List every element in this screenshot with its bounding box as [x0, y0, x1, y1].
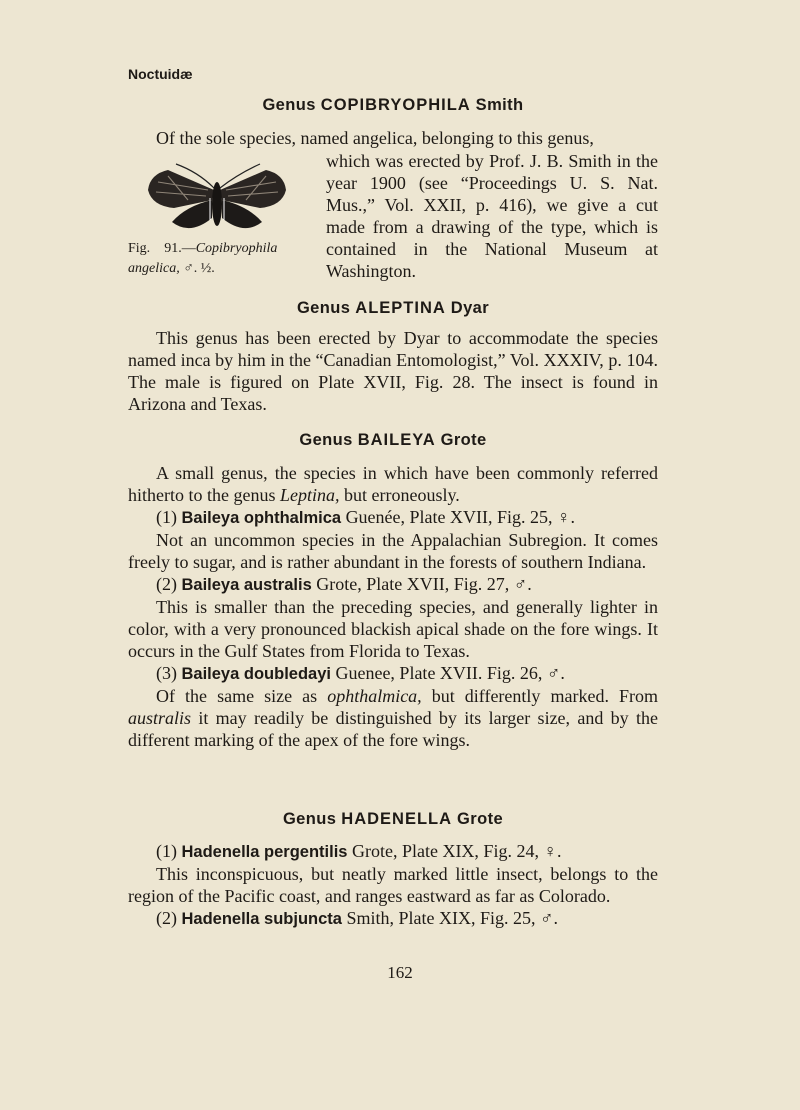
description-part: it may readily be distinguished by its larger size, and by the different marking of the apex of the fore wings.	[128, 708, 658, 750]
moth-illustration	[128, 150, 308, 235]
intro-text-end: but erroneously.	[339, 485, 460, 505]
species-name: Baileya australis	[181, 576, 312, 594]
species-reference: Guenée, Plate XVII, Fig. 25, ♀.	[341, 507, 576, 527]
species-reference: Grote, Plate XVII, Fig. 27, ♂.	[311, 574, 532, 594]
species-number: (2)	[156, 574, 182, 594]
species-reference: Guenee, Plate XVII. Fig. 26, ♂.	[330, 663, 565, 683]
first-line: Of the sole species, named angelica, belonging to this genus,	[156, 128, 594, 148]
figure-suffix: ♂. ½.	[179, 261, 215, 276]
heading-prefix: Genus	[262, 96, 321, 114]
genus-author: Smith	[470, 96, 524, 114]
species-description: Not an uncommon species in the Appalachian Subregion. It comes freely to sugar, and is rather abundant in the forests of southern Indiana.	[128, 530, 658, 572]
aleptina-paragraph: This genus has been erected by Dyar to accommodate the species named inca by him in the “Canadian Entomologist,” Vol. XXXIV, p. 104. The male is figured on Plate XVII, Fig. 28. The insect is found in Arizona and Texas.	[128, 328, 658, 414]
species-name: Baileya ophthalmica	[181, 509, 342, 527]
species-description	[128, 685, 658, 751]
figure-number: 91.—	[164, 241, 196, 256]
species-name: Hadenella subjuncta	[181, 910, 342, 928]
genus-name: COPIBRYOPHILA	[320, 96, 471, 114]
species-description: This is smaller than the preceding species, and generally lighter in color, with a very pronounced blackish apical shade on the fore wings. It occurs in the Gulf States from Florida to Texas.	[128, 597, 658, 661]
genus-name: HADENELLA	[341, 810, 453, 828]
page-number: 162	[387, 963, 413, 982]
intro-genus: Leptina,	[279, 485, 340, 505]
heading-prefix: Genus	[282, 810, 342, 828]
baileya-intro	[128, 462, 658, 506]
description-italic: australis	[128, 708, 192, 728]
hadenella-body	[128, 840, 658, 930]
hadenella-species-1	[128, 840, 658, 863]
running-head: Noctuidæ	[128, 66, 193, 82]
copibryophila-wrap-text	[326, 150, 658, 282]
figure-caption	[128, 239, 318, 279]
baileya-body	[128, 462, 658, 751]
heading-copibryophila	[128, 96, 658, 115]
copibryophila-first-line	[128, 127, 658, 149]
genus-name: ALEPTINA	[355, 299, 446, 317]
wrap-paragraph: which was erected by Prof. J. B. Smith in the year 1900 (see “Proceedings U. S. Nat. Mus.,” Vol. XXII, p. 416), we give a cut made from a drawing of the type, which is contained in the National Museum at Washington.	[326, 151, 658, 281]
heading-baileya	[128, 431, 658, 450]
description-part: Of the same size as	[156, 686, 328, 706]
species-reference: Smith, Plate XIX, Fig. 25, ♂.	[341, 908, 558, 928]
species-number: (1)	[156, 841, 182, 861]
heading-prefix: Genus	[299, 431, 358, 449]
species-number: (3)	[156, 663, 182, 683]
baileya-species-3	[128, 662, 658, 685]
figure-species: Copibryophila angelica,	[128, 241, 278, 276]
heading-hadenella	[128, 810, 658, 829]
species-description: This inconspicuous, but neatly marked little insect, belongs to the region of the Pacific coast, and ranges eastward as far as Colorado.	[128, 864, 658, 906]
species-reference: Grote, Plate XIX, Fig. 24, ♀.	[347, 841, 562, 861]
species-name: Hadenella pergentilis	[181, 843, 348, 861]
figure-label: Fig.	[128, 241, 151, 256]
species-number: (1)	[156, 507, 182, 527]
aleptina-body	[128, 327, 658, 415]
genus-author: Dyar	[445, 299, 490, 317]
intro-text: A small genus, the species in which have been commonly referred hitherto to the genus	[128, 463, 658, 505]
genus-author: Grote	[452, 810, 504, 828]
genus-name: BAILEYA	[357, 431, 436, 449]
genus-author: Grote	[435, 431, 487, 449]
species-name: Baileya doubledayi	[181, 665, 331, 683]
baileya-species-2	[128, 573, 658, 596]
heading-prefix: Genus	[296, 299, 356, 317]
moth-figure	[128, 150, 308, 240]
description-italic: ophthalmica,	[327, 686, 422, 706]
hadenella-species-2	[128, 907, 658, 930]
description-part: but differently marked. From	[421, 686, 658, 706]
baileya-species-1	[128, 506, 658, 529]
heading-aleptina	[128, 299, 658, 318]
species-number: (2)	[156, 908, 182, 928]
